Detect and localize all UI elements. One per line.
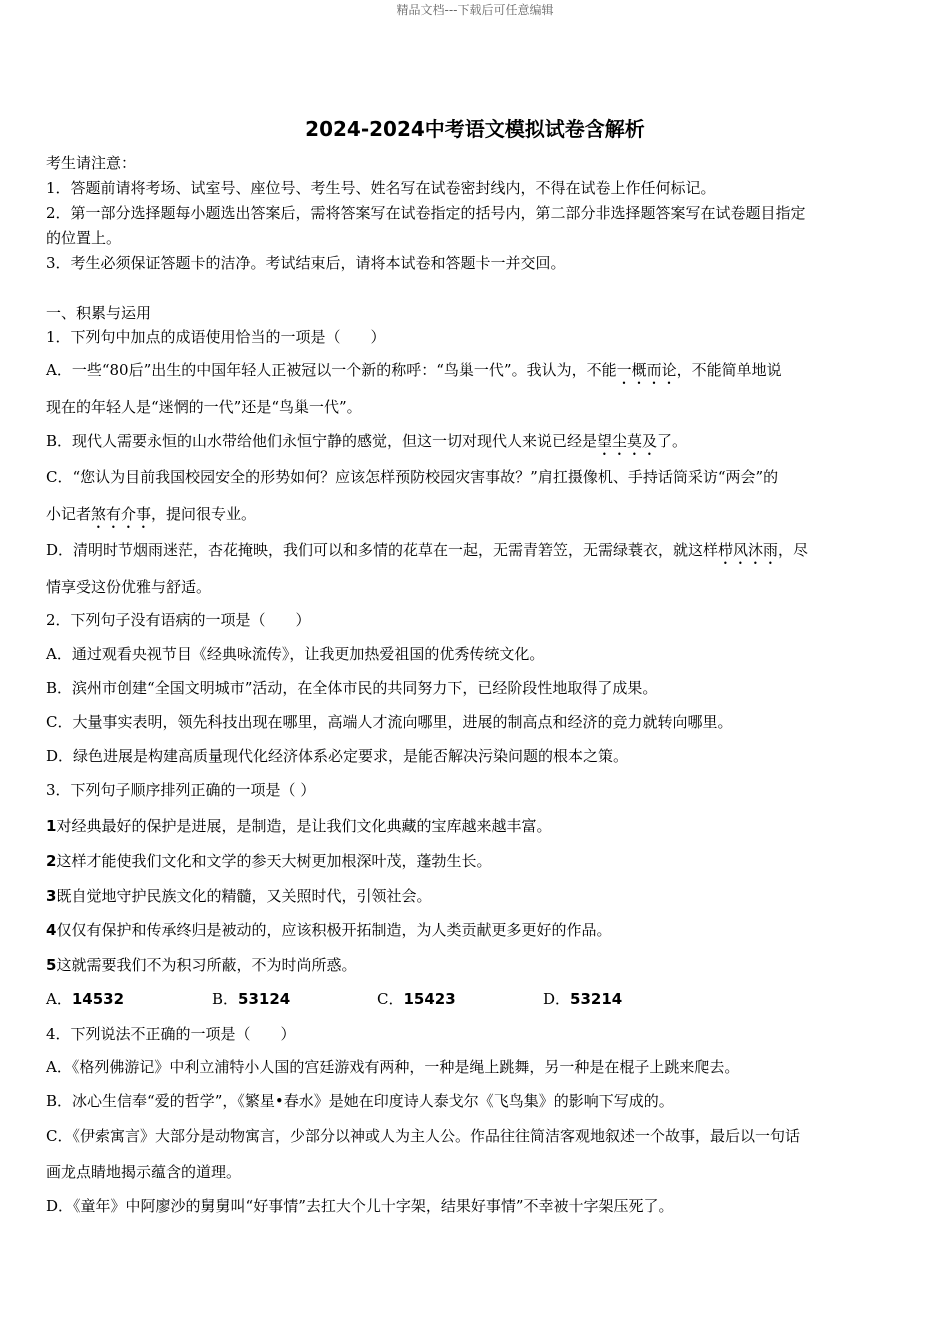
q3-s3-text: 既自觉地守护民族文化的精髓，又关照时代，引领社会。 xyxy=(56,887,432,905)
q2-stem: 2．下列句子没有语病的一项是（ ） xyxy=(46,611,311,629)
q3-option-b-label: B． xyxy=(212,990,239,1008)
q3-option-c-label: C． xyxy=(377,990,404,1008)
page-title: 2024-2024中考语文模拟试卷含解析 xyxy=(305,117,645,141)
q4-option-a: A．《格列佛游记》中利立浦特小人国的宫廷游戏有两种，一种是绳上跳舞，另一种是在棍子上跳来爬去。 xyxy=(46,1058,740,1076)
q1-option-c: C．“您认为目前我国校园安全的形势如何？应该怎样预防校园灾害事故？”肩扛摄像机、手持话筒采访“两会”的 xyxy=(46,468,779,486)
q4-option-c: C．《伊索寓言》大部分是动物寓言，少部分以神或人为主人公。作品往往简洁客观地叙述一个故事，最后以一句话 xyxy=(46,1127,800,1145)
q1-d-text: D．清明时节烟雨迷茫，杏花掩映，我们可以和多情的花草在一起，无需青箬笠，无需绿蓑衣，就这样 xyxy=(46,541,719,559)
q1-option-d-cont: 情享受这份优雅与舒适。 xyxy=(46,578,212,596)
q1-option-a-cont: 现在的年轻人是“迷惘的一代”还是“鸟巢一代”。 xyxy=(46,398,362,416)
section-heading: 一、积累与运用 xyxy=(46,304,152,322)
q4-stem: 4．下列说法不正确的一项是（ ） xyxy=(46,1025,296,1043)
q1-b-text-end: 了。 xyxy=(657,432,688,450)
q3-stem: 3．下列句子顺序排列正确的一项是（ ） xyxy=(46,781,316,799)
q3-sentence-5 xyxy=(46,954,356,975)
q2-option-d: D．绿色进展是构建高质量现代化经济体系必定要求，是能否解决污染问题的根本之策。 xyxy=(46,747,629,765)
q3-option-c xyxy=(377,988,456,1009)
q1-b-idiom: 望尘莫及 xyxy=(597,432,658,450)
q2-option-b: B．滨州市创建“全国文明城市”活动，在全体市民的共同努力下，已经阶段性地取得了成果。 xyxy=(46,679,658,697)
notice-item-3: 3．考生必须保证答题卡的洁净。考试结束后，请将本试卷和答题卡一并交回。 xyxy=(46,254,566,272)
notice-heading: 考生请注意： xyxy=(46,154,137,172)
q4-option-d: D．《童年》中阿廖沙的舅舅叫“好事情”去扛大个儿十字架，结果好事情”不幸被十字架压死了。 xyxy=(46,1197,674,1215)
q3-s1-text: 对经典最好的保护是进展，是制造，是让我们文化典藏的宝库越来越丰富。 xyxy=(56,817,552,835)
q1-a-text-end: ，不能简单地说 xyxy=(676,361,782,379)
q1-option-b xyxy=(46,430,687,459)
q3-option-d xyxy=(543,988,622,1009)
q1-c-text-end: ，提问很专业。 xyxy=(151,505,257,523)
q2-option-a: A．通过观看央视节目《经典咏流传》，让我更加热爱祖国的优秀传统文化。 xyxy=(46,645,545,663)
q1-option-d xyxy=(46,539,808,568)
q3-sentence-4 xyxy=(46,919,611,940)
q3-s1-num: 1 xyxy=(46,817,57,835)
q3-option-b xyxy=(212,988,290,1009)
q1-a-idiom: 一概而论 xyxy=(616,361,677,379)
q3-option-d-label: D． xyxy=(543,990,571,1008)
watermark: 精品文档---下载后可任意编辑 xyxy=(396,3,554,17)
q3-s5-num: 5 xyxy=(46,956,57,974)
q1-d-idiom: 栉风沐雨 xyxy=(718,541,779,559)
q3-option-d-value: 53214 xyxy=(570,990,623,1008)
q3-s4-num: 4 xyxy=(46,921,57,939)
q3-s2-num: 2 xyxy=(46,852,57,870)
q3-option-a xyxy=(46,988,124,1009)
q1-a-text: A．一些“80后”出生的中国年轻人正被冠以一个新的称呼：“鸟巢一代”。我认为，不能 xyxy=(46,361,617,379)
q3-option-c-value: 15423 xyxy=(403,990,456,1008)
q3-sentence-1 xyxy=(46,815,551,836)
q3-option-b-value: 53124 xyxy=(238,990,291,1008)
q4-option-b: B．冰心生信奉“爱的哲学”，《繁星•春水》是她在印度诗人泰戈尔《飞鸟集》的影响下写成的。 xyxy=(46,1092,674,1110)
q1-stem: 1．下列句中加点的成语使用恰当的一项是（ ） xyxy=(46,328,386,346)
q3-s5-text: 这就需要我们不为积习所蔽，不为时尚所惑。 xyxy=(56,956,357,974)
q3-option-a-label: A． xyxy=(46,990,72,1008)
notice-item-2-cont: 的位置上。 xyxy=(46,229,122,247)
q4-option-c-cont: 画龙点睛地揭示蕴含的道理。 xyxy=(46,1163,242,1181)
q3-sentence-2 xyxy=(46,850,491,871)
q1-option-c-cont xyxy=(46,503,256,532)
q3-s3-num: 3 xyxy=(46,887,57,905)
q1-c-idiom: 煞有介事 xyxy=(91,505,152,523)
notice-item-1: 1．答题前请将考场、试室号、座位号、考生号、姓名写在试卷密封线内，不得在试卷上作任何标记。 xyxy=(46,179,716,197)
q1-b-text: B．现代人需要永恒的山水带给他们永恒宁静的感觉，但这一切对现代人来说已经是 xyxy=(46,432,598,450)
q3-s4-text: 仅仅有保护和传承终归是被动的，应该积极开拓制造，为人类贡献更多更好的作品。 xyxy=(56,921,612,939)
notice-item-2: 2．第一部分选择题每小题选出答案后，需将答案写在试卷指定的括号内，第二部分非选择题答案写在试卷题目指定 xyxy=(46,204,806,222)
q3-s2-text: 这样才能使我们文化和文学的参天大树更加根深叶茂，蓬勃生长。 xyxy=(56,852,492,870)
q1-d-text-end: ，尽 xyxy=(778,541,809,559)
q2-option-c: C．大量事实表明，领先科技出现在哪里，高端人才流向哪里，进展的制高点和经济的竞力就转向哪里。 xyxy=(46,713,733,731)
q3-sentence-3 xyxy=(46,885,431,906)
q3-option-a-value: 14532 xyxy=(71,990,125,1008)
q1-option-a xyxy=(46,359,782,388)
q1-c-text: 小记者 xyxy=(46,505,92,523)
